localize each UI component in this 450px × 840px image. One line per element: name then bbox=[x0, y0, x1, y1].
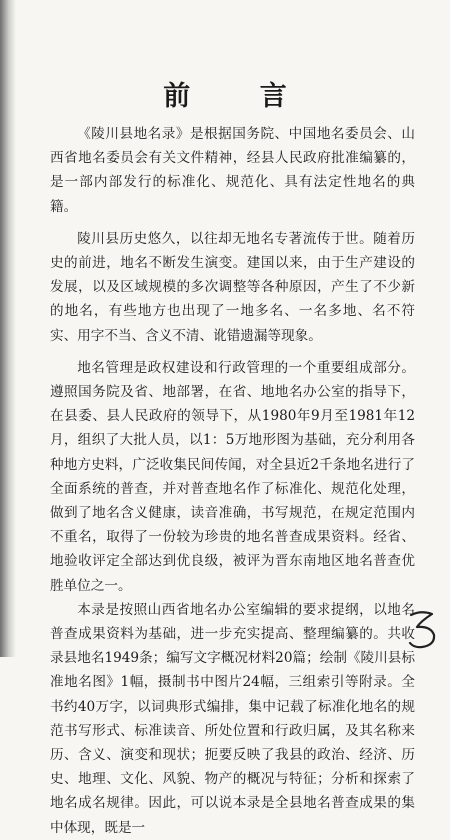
body-text bbox=[50, 122, 415, 840]
page-title: 前 言 bbox=[163, 81, 317, 112]
paragraph-2: 陵川县历史悠久，以往却无地名专著流传于世。随着历史的前进，地名不断发生演变。建国以来，由于生产建设的发展，以及区域规模的多次调整等各种原因，产生了不少新的地名，有些地方也出现了一地多名、一名多地、名不符实、用字不当、含义不清、讹错遗漏等现象。 bbox=[50, 230, 415, 344]
paragraph-4: 本录是按照山西省地名办公室编辑的要求提纲，以地名普查成果资料为基础，进一步充实提高、整理编纂的。共收录县地名1949条；编写文字概况材料20篇；绘制《陵川县标准地名图》1幅，摄制书中图片24幅，三组索引等附录。全书约40万字，以词典形式编排，集中记载了标准化地名的规范书写形式、标准读音、所处位置和行政归属，及其名称来历、含义、演变和现状；扼要反映了我县的政治、经济、历史、地理、文化、风貌、物产的概况与特征；分析和探索了地名成名规律。因此，可以说本录是全县地名普查成果的集中体现，既是一 bbox=[50, 601, 415, 836]
paragraph-3: 地名管理是政权建设和行政管理的一个重要组成部分。遵照国务院及省、地部署，在省、地地名办公室的指导下，在县委、县人民政府的领导下，从1980年9月至1981年12月，组织了大批人员，以1：5万地形图为基础，充分利用各种地方史料，广泛收集民间传闻，对全县近2千条地名进行了全面系统的普查，并对普查地名作了标准化、规范化处理，做到了地名含义健康，读音准确，书写规范，在规定范围内不重名，取得了一份较为珍贵的地名普查成果资料。经省、地验收评定全部达到优良级，被评为晋东南地区地名普查优胜单位之一。 bbox=[50, 359, 415, 594]
paragraph-1: 《陵川县地名录》是根据国务院、中国地名委员会、山西省地名委员会有关文件精神，经县人民政府批准编纂的，是一部内部发行的标准化、规范化、具有法定性地名的典籍。 bbox=[50, 126, 415, 215]
handwritten-page-number bbox=[405, 607, 441, 651]
